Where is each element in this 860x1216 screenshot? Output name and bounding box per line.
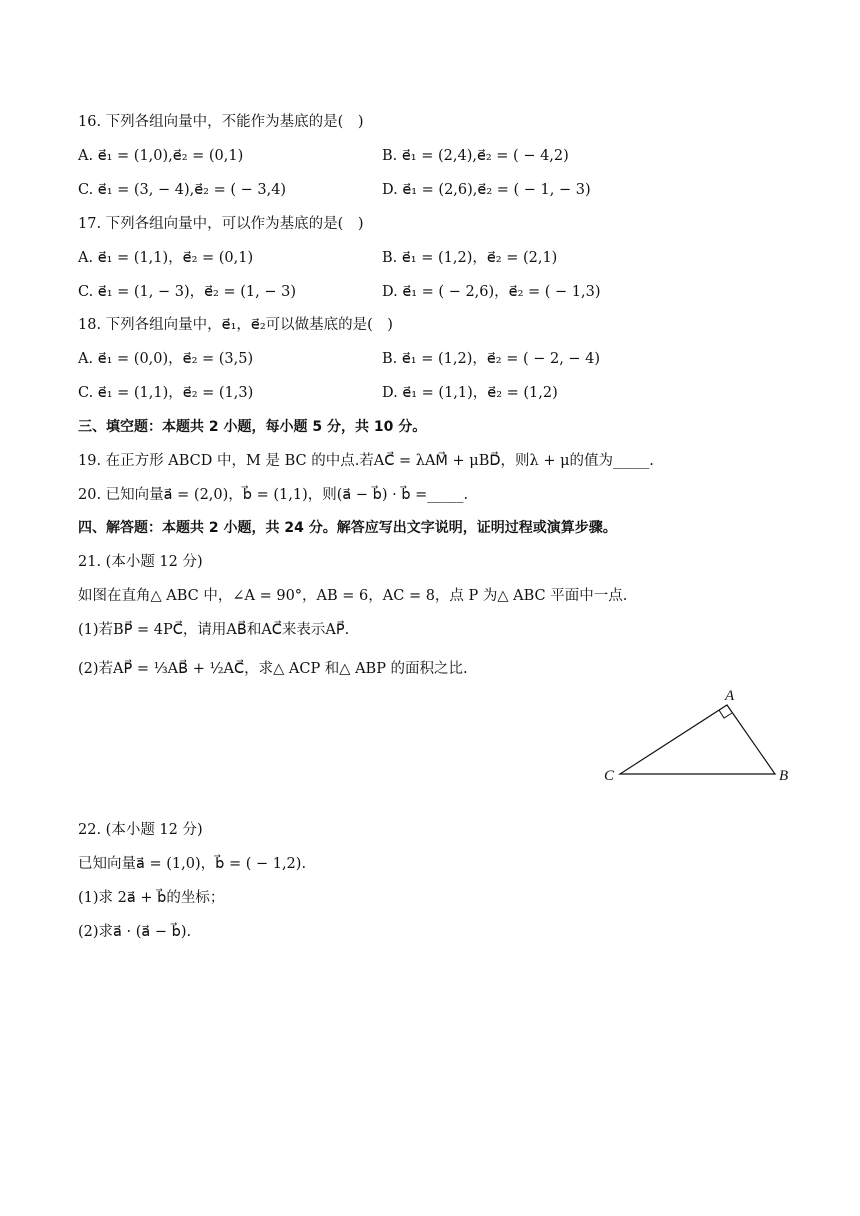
q17-option-c: C. e⃗₁ = (1, − 3)，e⃗₂ = (1, − 3) bbox=[78, 284, 296, 300]
vertex-a-label: A bbox=[725, 688, 735, 704]
right-angle-marker bbox=[719, 710, 732, 718]
q17-option-d: D. e⃗₁ = ( − 2,6)，e⃗₂ = ( − 1,3) bbox=[382, 284, 601, 300]
q22-stem: 已知向量a⃗ = (1,0)，b⃗ = ( − 1,2). bbox=[78, 856, 307, 872]
triangle-figure bbox=[600, 686, 800, 786]
section-3-heading: 三、填空题：本题共 2 小题，每小题 5 分，共 10 分。 bbox=[78, 419, 427, 435]
q18-option-c: C. e⃗₁ = (1,1)，e⃗₂ = (1,3) bbox=[78, 385, 254, 401]
q21-part-1: (1)若BP⃗ = 4PC⃗，请用AB⃗和AC⃗来表示AP⃗. bbox=[78, 622, 350, 638]
q17-stem: 17. 下列各组向量中，可以作为基底的是( ) bbox=[78, 216, 364, 232]
q21-part-2: (2)若AP⃗ = ⅓AB⃗ + ½AC⃗，求△ ACP 和△ ABP 的面积之比. bbox=[78, 661, 468, 677]
q16-option-b: B. e⃗₁ = (2,4),e⃗₂ = ( − 4,2) bbox=[382, 148, 569, 164]
triangle-abc bbox=[620, 705, 775, 774]
q22-part-1: (1)求 2a⃗ + b⃗的坐标； bbox=[78, 890, 225, 906]
q18-option-a: A. e⃗₁ = (0,0)，e⃗₂ = (3,5) bbox=[78, 351, 254, 367]
vertex-c-label: C bbox=[604, 768, 615, 784]
q16-stem: 16. 下列各组向量中，不能作为基底的是( ) bbox=[78, 114, 364, 130]
q17-option-b: B. e⃗₁ = (1,2)，e⃗₂ = (2,1) bbox=[382, 250, 558, 266]
q18-stem: 18. 下列各组向量中，e⃗₁，e⃗₂可以做基底的是( ) bbox=[78, 317, 393, 333]
section-4-heading: 四、解答题：本题共 2 小题，共 24 分。解答应写出文字说明，证明过程或演算步骤。 bbox=[78, 520, 617, 536]
q18-option-d: D. e⃗₁ = (1,1)，e⃗₂ = (1,2) bbox=[382, 385, 558, 401]
q21-stem: 如图在直角△ ABC 中，∠A = 90°，AB = 6，AC = 8，点 P 为△ ABC 平面中一点. bbox=[78, 588, 628, 604]
q22-heading: 22. (本小题 12 分) bbox=[78, 822, 203, 838]
q19-text: 19. 在正方形 ABCD 中，M 是 BC 的中点.若AC⃗ = λAM⃗ + μBD⃗，则λ + μ的值为_____. bbox=[78, 453, 654, 469]
q21-heading: 21. (本小题 12 分) bbox=[78, 554, 203, 570]
q16-option-d: D. e⃗₁ = (2,6),e⃗₂ = ( − 1, − 3) bbox=[382, 182, 591, 198]
vertex-b-label: B bbox=[779, 768, 789, 784]
q16-option-c: C. e⃗₁ = (3, − 4),e⃗₂ = ( − 3,4) bbox=[78, 182, 287, 198]
q17-option-a: A. e⃗₁ = (1,1)，e⃗₂ = (0,1) bbox=[78, 250, 254, 266]
q20-text: 20. 已知向量a⃗ = (2,0)，b⃗ = (1,1)，则(a⃗ − b⃗) · b⃗ =_____. bbox=[78, 487, 469, 503]
q16-option-a: A. e⃗₁ = (1,0),e⃗₂ = (0,1) bbox=[78, 148, 244, 164]
q18-option-b: B. e⃗₁ = (1,2)，e⃗₂ = ( − 2, − 4) bbox=[382, 351, 601, 367]
q22-part-2: (2)求a⃗ · (a⃗ − b⃗). bbox=[78, 924, 192, 940]
